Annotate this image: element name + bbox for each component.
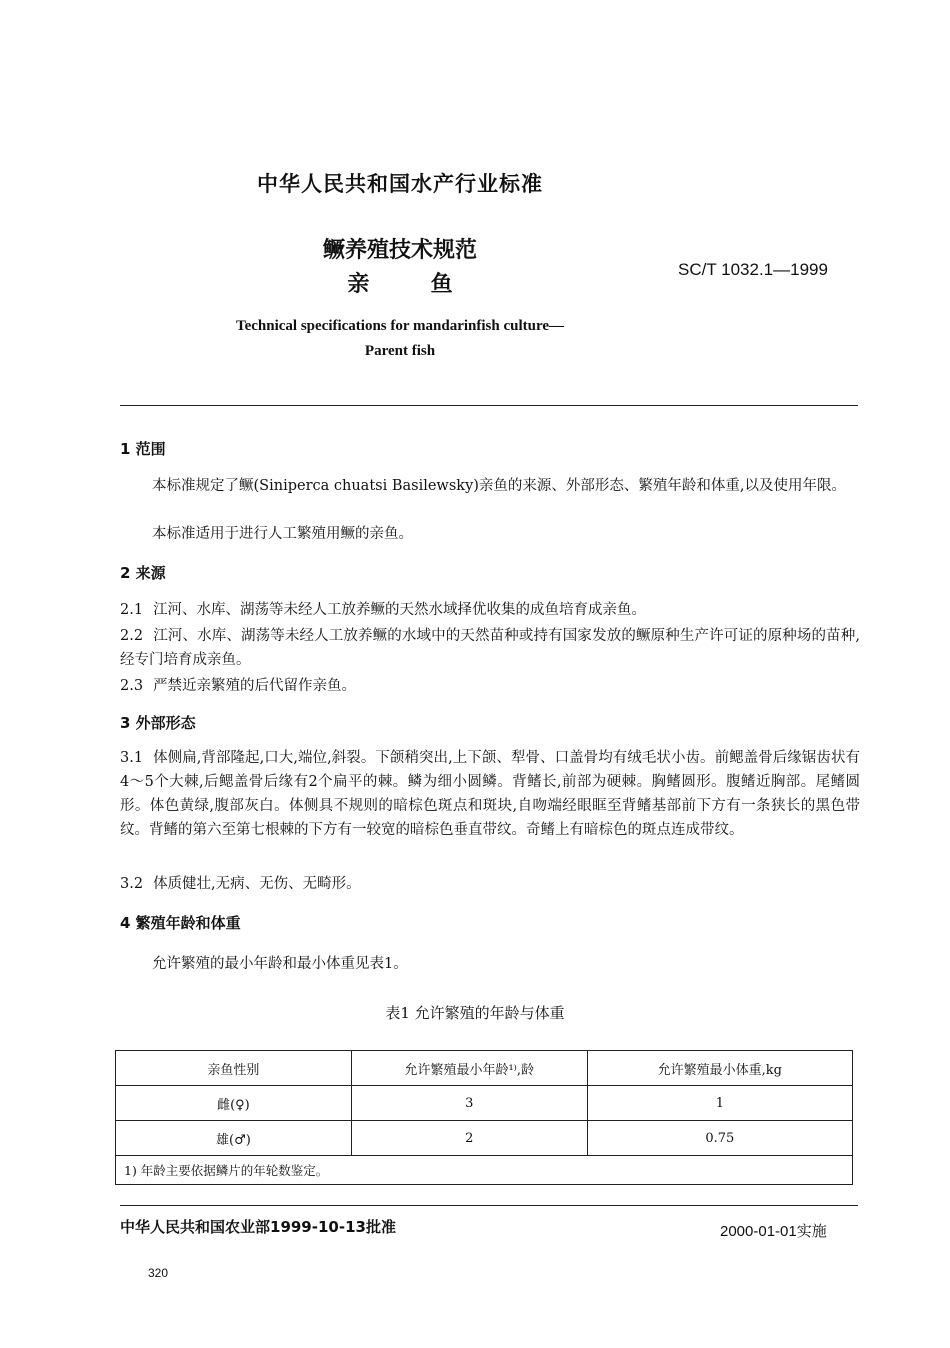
table-caption: 表1 允许繁殖的年龄与体重 <box>385 1004 565 1022</box>
item-text: 体质健壮,无病、无伤、无畸形。 <box>153 876 361 892</box>
item-text: 体侧扁,背部隆起,口大,端位,斜裂。下颌稍突出,上下颌、犁骨、口盖骨均有绒毛状小齿。前鳃盖骨后缘锯齿状有4～5个大棘,后鳃盖骨后缘有2个扁平的棘。鳞为细小圆鳞。背鳍长,前部为硬棘。胸鳍圆形。腹鳍近胸部。尾鳍圆形。体色黄绿,腹部灰白。体侧具不规则的暗棕色斑点和斑块,自吻端经眼眶至背鳍基部前下方有一条狭长的黑色带纹。背鳍的第六至第七根棘的下方有一较宽的暗棕色垂直带纹。奇鳍上有暗棕色的斑点连成带纹。 <box>120 750 860 838</box>
table-note-row <box>116 1156 853 1185</box>
item-number: 2.3 <box>120 678 144 694</box>
section-3-item-2 <box>120 872 860 896</box>
section-1-para-2: 本标准适用于进行人工繁殖用鳜的亲鱼。 <box>152 526 413 542</box>
title-line-1: 鳜养殖技术规范 <box>322 238 477 263</box>
item-number: 3.2 <box>120 876 144 892</box>
section-2-item-3 <box>120 674 860 698</box>
table-cell: 3 <box>351 1086 587 1121</box>
item-number: 2.1 <box>120 602 144 618</box>
table-cell: 雌(♀) <box>116 1086 352 1121</box>
table-row <box>116 1086 853 1121</box>
table-header-row <box>116 1051 853 1086</box>
section-1-para-1: 本标准规定了鳜(Siniperca chuatsi Basilewsky)亲鱼的来源、外部形态、繁殖年龄和体重,以及使用年限。 <box>152 478 847 494</box>
item-text: 江河、水库、湖荡等未经人工放养鳜的天然水域择优收集的成鱼培育成亲鱼。 <box>153 602 647 618</box>
english-title-line-1: Technical specifications for mandarinfish culture— <box>235 318 565 334</box>
approval-line: 中华人民共和国农业部1999-10-13批准 <box>120 1218 396 1236</box>
section-3-item-1 <box>120 746 860 842</box>
table-row <box>116 1121 853 1156</box>
table-header-cell: 允许繁殖最小年龄¹⁾,龄 <box>351 1051 587 1086</box>
english-title-line-2: Parent fish <box>364 343 436 359</box>
section-4-heading: 4 繁殖年龄和体重 <box>120 914 241 932</box>
item-text: 严禁近亲繁殖的后代留作亲鱼。 <box>153 678 357 694</box>
table-cell: 1 <box>587 1086 852 1121</box>
item-number: 3.1 <box>120 750 144 766</box>
english-title <box>200 314 600 364</box>
header-divider <box>120 405 858 406</box>
table-cell: 雄(♂) <box>116 1121 352 1156</box>
title-line-2: 亲 鱼 <box>347 272 453 297</box>
table-header-cell: 亲鱼性别 <box>116 1051 352 1086</box>
effective-date: 2000-01-01实施 <box>720 1223 827 1240</box>
item-number: 2.2 <box>120 628 144 644</box>
page-number: 320 <box>148 1266 169 1280</box>
table-header-cell: 允许繁殖最小体重,kg <box>587 1051 852 1086</box>
section-3-heading: 3 外部形态 <box>120 714 196 732</box>
section-4-para-1: 允许繁殖的最小年龄和最小体重见表1。 <box>152 956 408 972</box>
standard-code: SC/T 1032.1—1999 <box>678 260 828 279</box>
section-2-heading: 2 来源 <box>120 564 166 582</box>
section-1-heading: 1 范围 <box>120 440 166 458</box>
standard-name: 中华人民共和国水产行业标准 <box>257 172 543 196</box>
section-2-item-2 <box>120 624 860 672</box>
table-cell: 0.75 <box>587 1121 852 1156</box>
table-cell: 2 <box>351 1121 587 1156</box>
footer-divider <box>120 1205 858 1206</box>
table-1 <box>115 1050 853 1185</box>
document-title <box>300 234 500 302</box>
section-2-item-1 <box>120 598 860 622</box>
table-note: 1) 年龄主要依据鳞片的年轮数鉴定。 <box>116 1156 853 1185</box>
item-text: 江河、水库、湖荡等未经人工放养鳜的水域中的天然苗种或持有国家发放的鳜原种生产许可证的原种场的苗种,经专门培育成亲鱼。 <box>120 628 860 668</box>
